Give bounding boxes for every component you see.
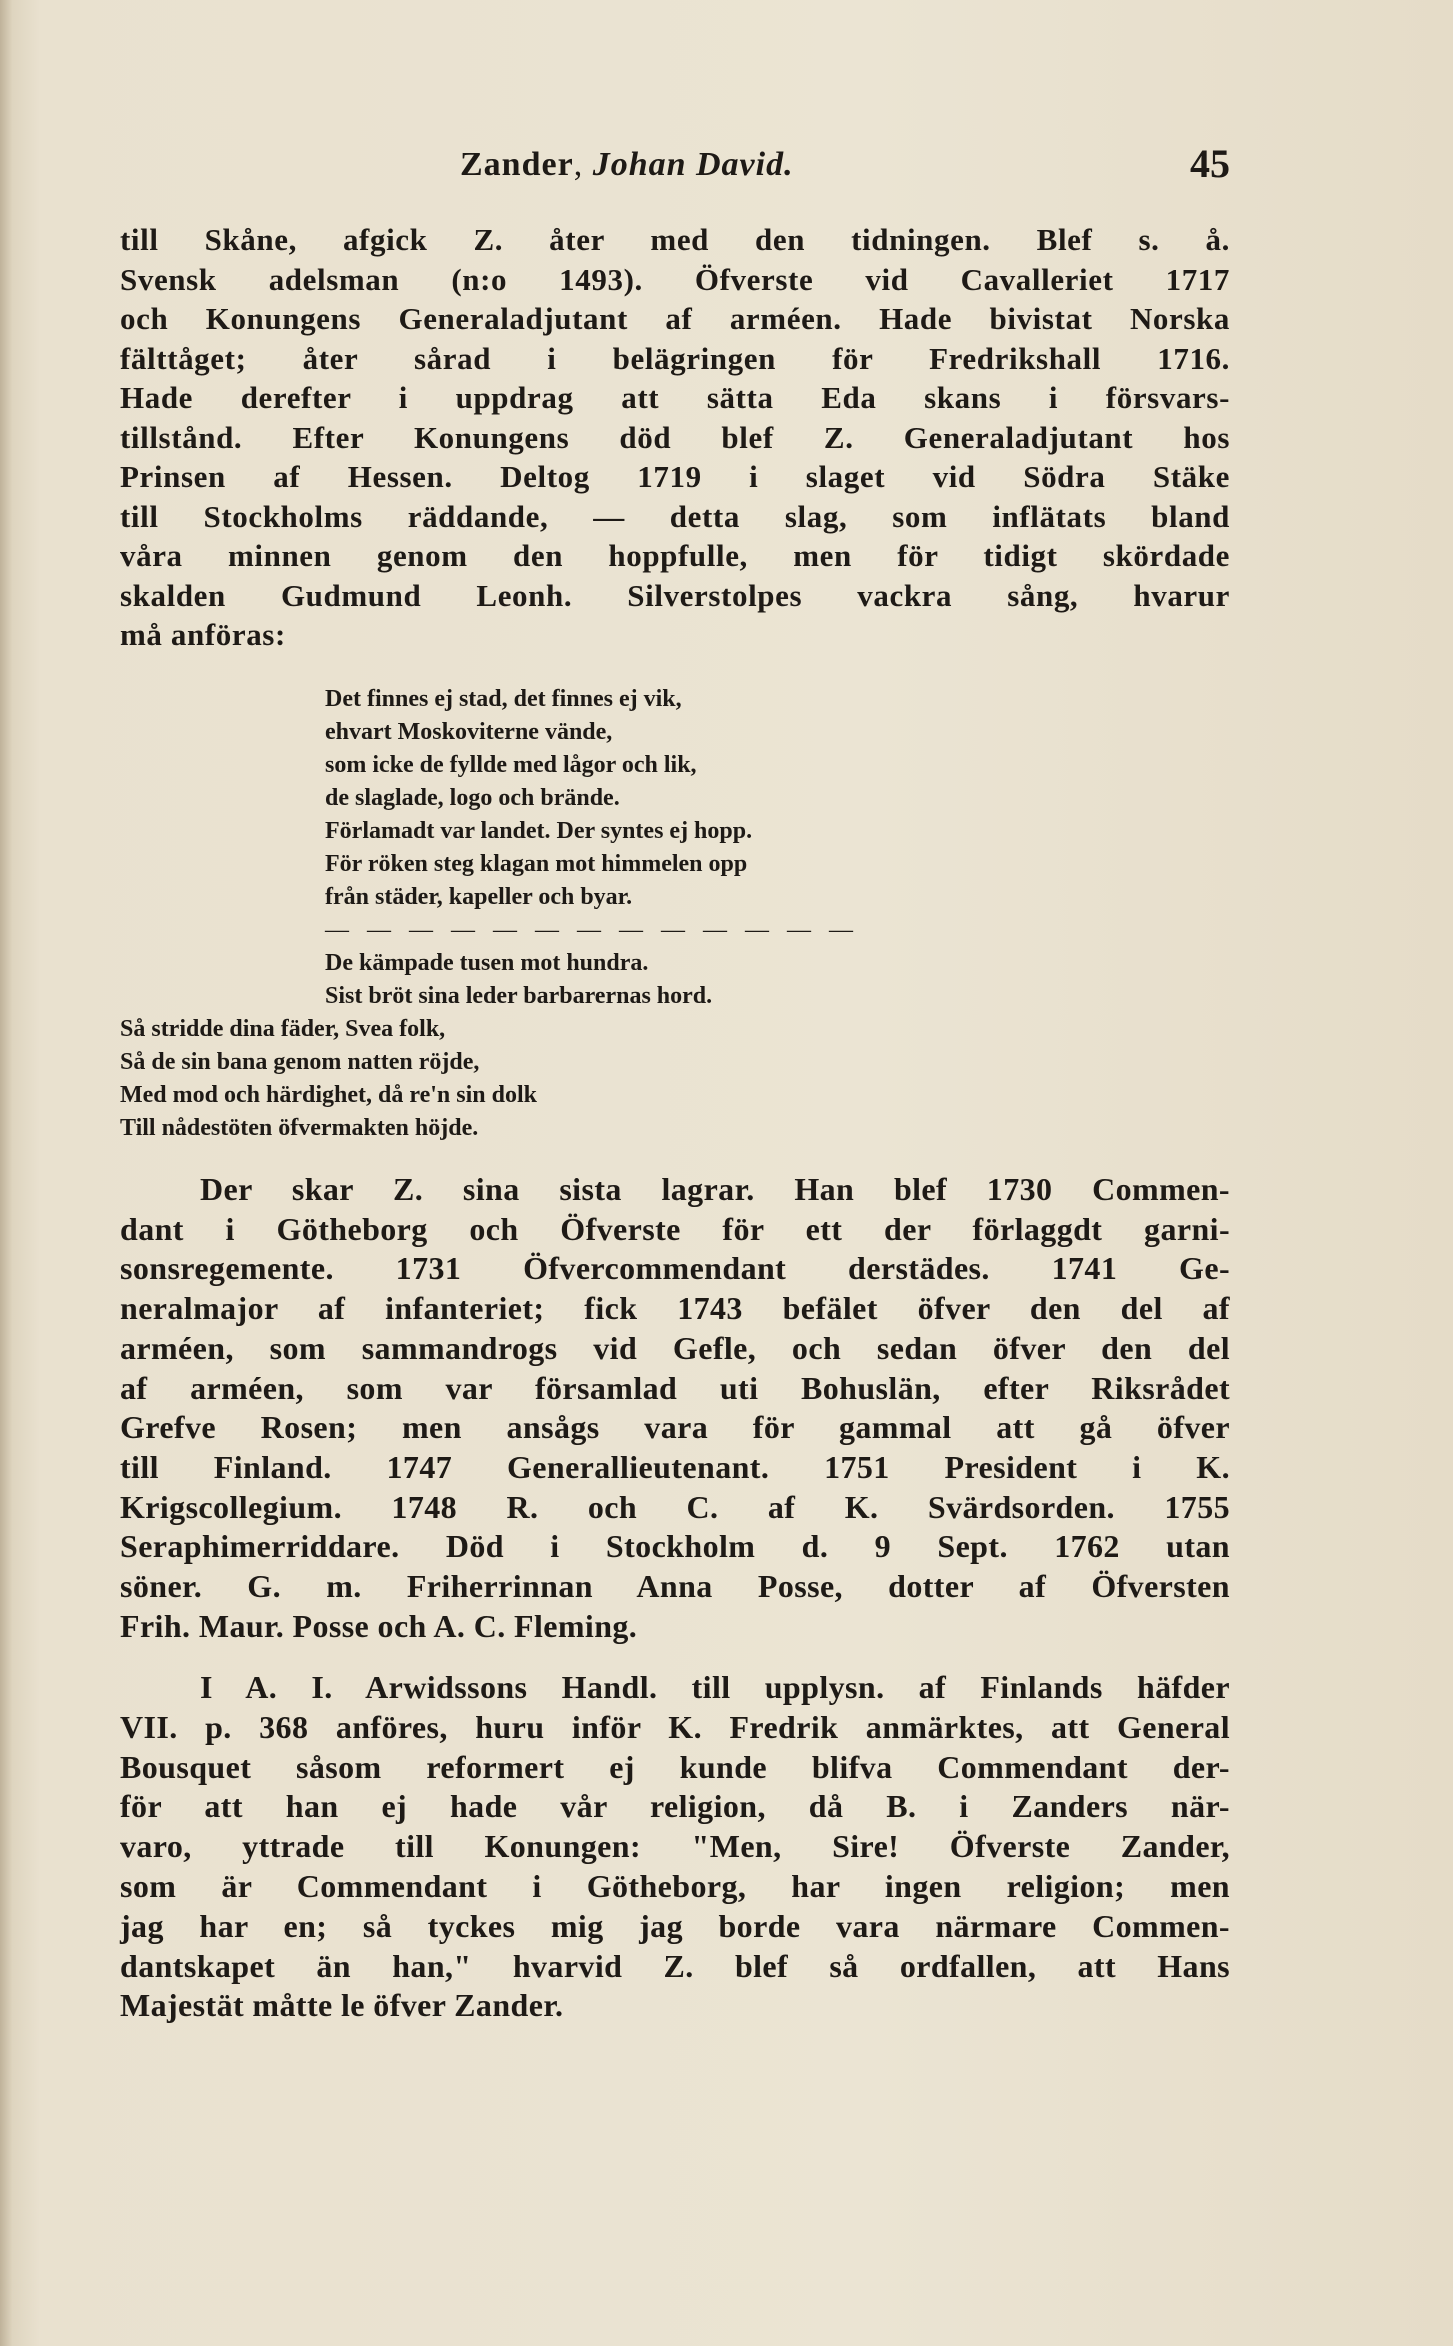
text-line: tillstånd. Efter Konungens död blef Z. Generaladjutant hos (120, 419, 1230, 455)
text-line: till Finland. 1747 Generallieutenant. 1751 President i K. (120, 1448, 1230, 1485)
text-line: till Skåne, afgick Z. åter med den tidningen. Blef s. å. (120, 222, 1230, 257)
text-line: Prinsen af Hessen. Deltog 1719 i slaget vid Södra Stäke (120, 459, 1230, 494)
paragraph-1 (120, 220, 1230, 655)
page-edge-shadow (0, 0, 12, 2346)
text-line: jag har en; så tyckes mig jag borde vara närmare Commen- (120, 1907, 1230, 1944)
text-line: sonsregemente. 1731 Öfvercommendant derstädes. 1741 Ge- (120, 1250, 1230, 1287)
page-number: 45 (1190, 141, 1230, 186)
text-line: må anföras: (120, 617, 286, 652)
poem-line: De kämpade tusen mot hundra. (325, 950, 649, 976)
text-line: söner. G. m. Friherrinnan Anna Posse, dotter af Öfversten (120, 1568, 1230, 1605)
text-line: Frih. Maur. Posse och A. C. Fleming. (120, 1607, 638, 1644)
text-line: som är Commendant i Götheborg, har ingen religion; men (120, 1867, 1230, 1904)
poem-line: För röken steg klagan mot himmelen opp (325, 851, 748, 877)
poem-line: Till nådestöten öfvermakten höjde. (120, 1115, 479, 1141)
poem-line: som icke de fyllde med lågor och lik, (325, 752, 697, 778)
poem-line: Sist bröt sina leder barbarernas hord. (325, 983, 713, 1009)
paragraph-2 (120, 1170, 1230, 1646)
text-line: fälttåget; åter sårad i belägringen för Fredrikshall 1716. (120, 340, 1230, 376)
text-line: Grefve Rosen; men ansågs vara för gammal att gå öfver (120, 1409, 1230, 1446)
text-line: arméen, som sammandrogs vid Gefle, och sedan öfver den del (120, 1329, 1230, 1366)
text-line: för att han ej hade vår religion, då B. i Zanders när- (120, 1788, 1230, 1825)
text-line: Svensk adelsman (n:o 1493). Öfverste vid Cavalleriet 1717 (120, 261, 1230, 297)
poem-line: de slaglade, logo och brände. (325, 785, 620, 811)
text-line: Der skar Z. sina sista lagrar. Han blef 1730 Commen- (200, 1171, 1230, 1207)
text-line: Hade derefter i uppdrag att sätta Eda skans i försvars- (120, 380, 1230, 415)
text-line: Seraphimerriddare. Död i Stockholm d. 9 Sept. 1762 utan (120, 1528, 1230, 1565)
text-line: af arméen, som var församlad uti Bohuslän, efter Riksrådet (120, 1369, 1230, 1406)
text-line: skalden Gudmund Leonh. Silverstolpes vackra sång, hvarur (120, 577, 1230, 613)
text-line: och Konungens Generaladjutant af arméen. Hade bivistat Norska (120, 301, 1230, 336)
text-line: I A. I. Arwidssons Handl. till upplysn. af Finlands häfder (200, 1669, 1230, 1705)
poem-quotation (120, 683, 1120, 1145)
text-line: till Stockholms räddande, — detta slag, som inflätats bland (120, 498, 1230, 534)
text-line: neralmajor af infanteriet; fick 1743 befälet öfver den del af (120, 1290, 1230, 1327)
text-line: Majestät måtte le öfver Zander. (120, 1987, 564, 2024)
poem-line: Så de sin bana genom natten röjde, (120, 1049, 480, 1075)
page-header (120, 140, 1230, 200)
poem-line: från städer, kapeller och byar. (325, 884, 633, 910)
poem-line: Så stridde dina fäder, Svea folk, (120, 1016, 446, 1042)
text-line: våra minnen genom den hoppfulle, men för tidigt skördade (120, 538, 1230, 573)
text-line: Bousquet såsom reformert ej kunde blifva Commendant der- (120, 1748, 1230, 1785)
ellipsis-dashes: — — — — — — — — — — — — — (325, 917, 859, 943)
poem-line: Det finnes ej stad, det finnes ej vik, (325, 686, 682, 712)
running-head-surname: Zander (460, 146, 574, 183)
paragraph-3 (120, 1668, 1230, 2026)
text-line: dantskapet än han," hvarvid Z. blef så ordfallen, att Hans (120, 1947, 1230, 1984)
text-line: VII. p. 368 anföres, huru inför K. Fredrik anmärktes, att General (120, 1708, 1230, 1745)
poem-line: Med mod och härdighet, då re'n sin dolk (120, 1082, 537, 1108)
poem-line: ehvart Moskoviterne vände, (325, 719, 613, 745)
text-line: Krigscollegium. 1748 R. och C. af K. Svärdsorden. 1755 (120, 1488, 1230, 1525)
text-line: dant i Götheborg och Öfverste för ett der förlaggdt garni- (120, 1210, 1230, 1247)
running-head-given-names: Johan David. (592, 146, 794, 183)
poem-line: Förlamadt var landet. Der syntes ej hopp. (325, 818, 753, 844)
text-line: varo, yttrade till Konungen: "Men, Sire! Öfverste Zander, (120, 1828, 1230, 1865)
running-head: Zander, Johan David. (460, 146, 794, 183)
